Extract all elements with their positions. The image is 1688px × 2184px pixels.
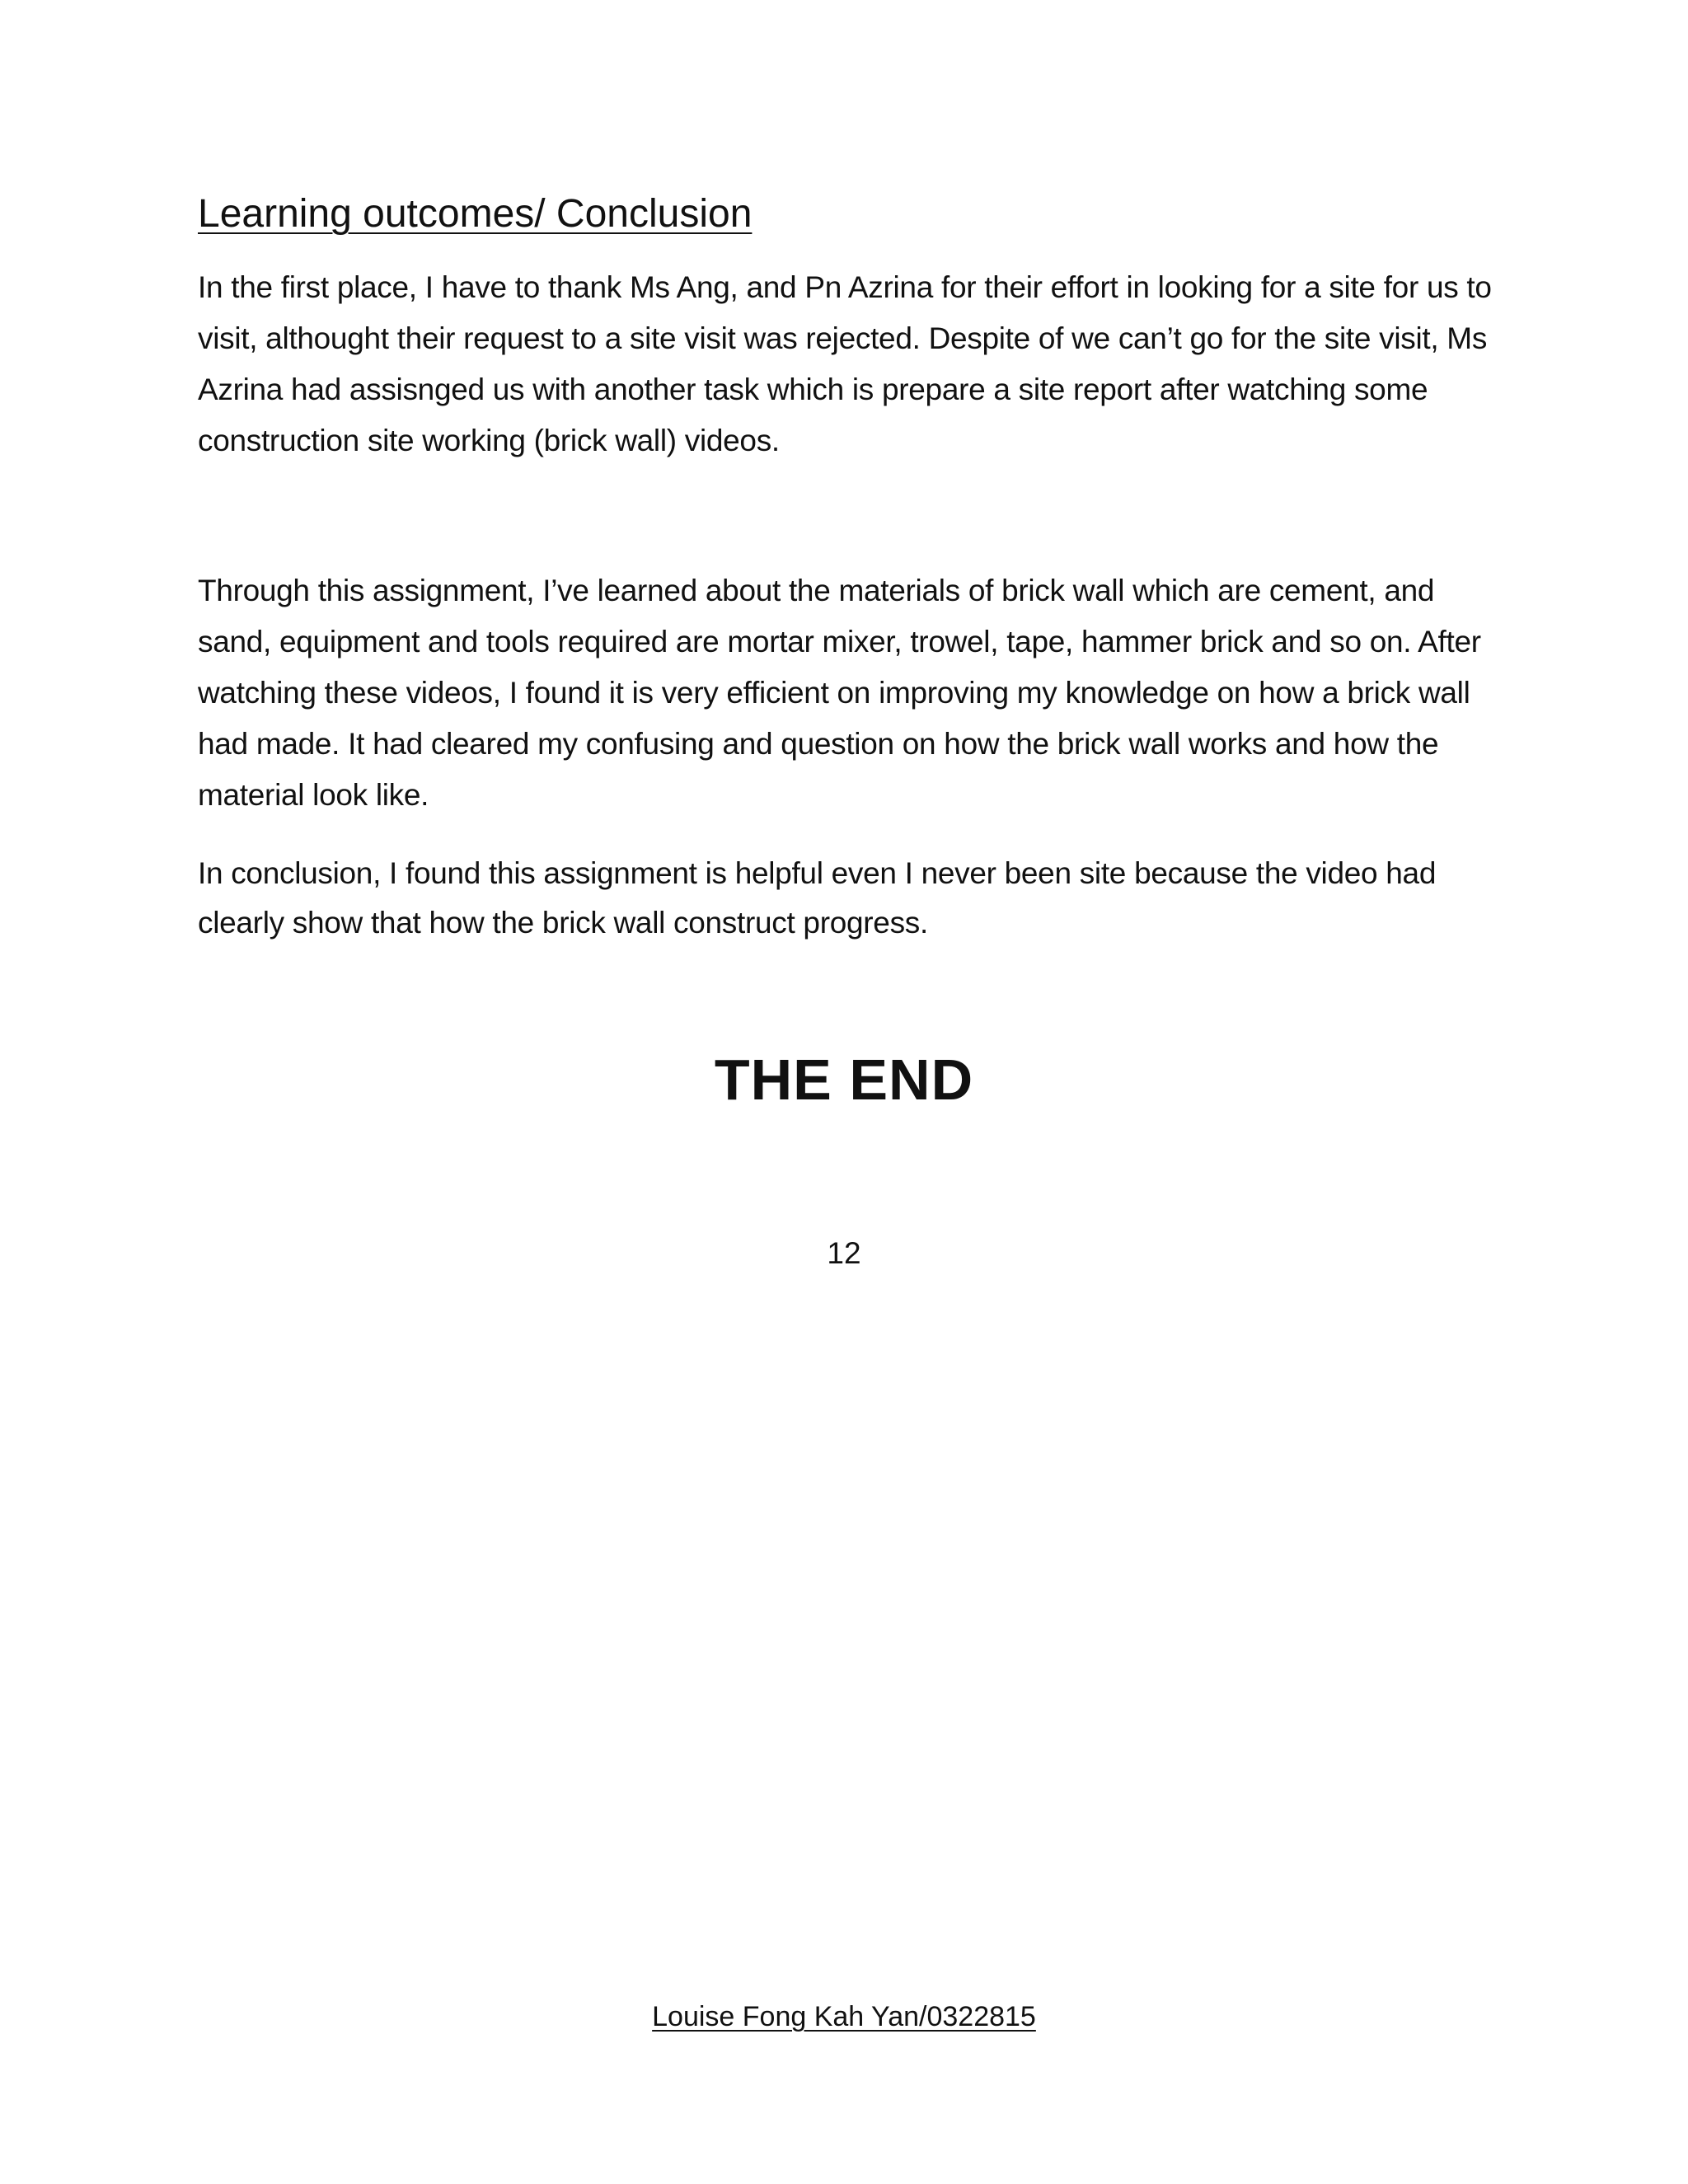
paragraph-thanks: In the first place, I have to thank Ms Ang, and Pn Azrina for their effort in looking for a site for us to visit, althought their request to a site visit was rejected. Despite of we can’t go for the site visit, Ms Azrina had assisnged us with another task which is prepare a site report after watching some construction site working (brick wall) videos. [198,270,1492,457]
page-number: 12 [827,1236,861,1270]
section-heading: Learning outcomes/ Conclusion [198,192,753,236]
paragraph-conclusion: In conclusion, I found this assignment is helpful even I never been site because the video had clearly show that how the brick wall construct progress. [198,856,1437,940]
footer-author: Louise Fong Kah Yan/0322815 [652,2001,1036,2032]
paragraph-learned: Through this assignment, I’ve learned about the materials of brick wall which are cement, and sand, equipment and tools required are mortar mixer, trowel, tape, hammer brick and so on. After watching these videos, I found it is very efficient on improving my knowledge on how a brick wall had made. It had cleared my confusing and question on how the brick wall works and how the material look like. [198,574,1481,812]
end-title: THE END [714,1047,974,1112]
